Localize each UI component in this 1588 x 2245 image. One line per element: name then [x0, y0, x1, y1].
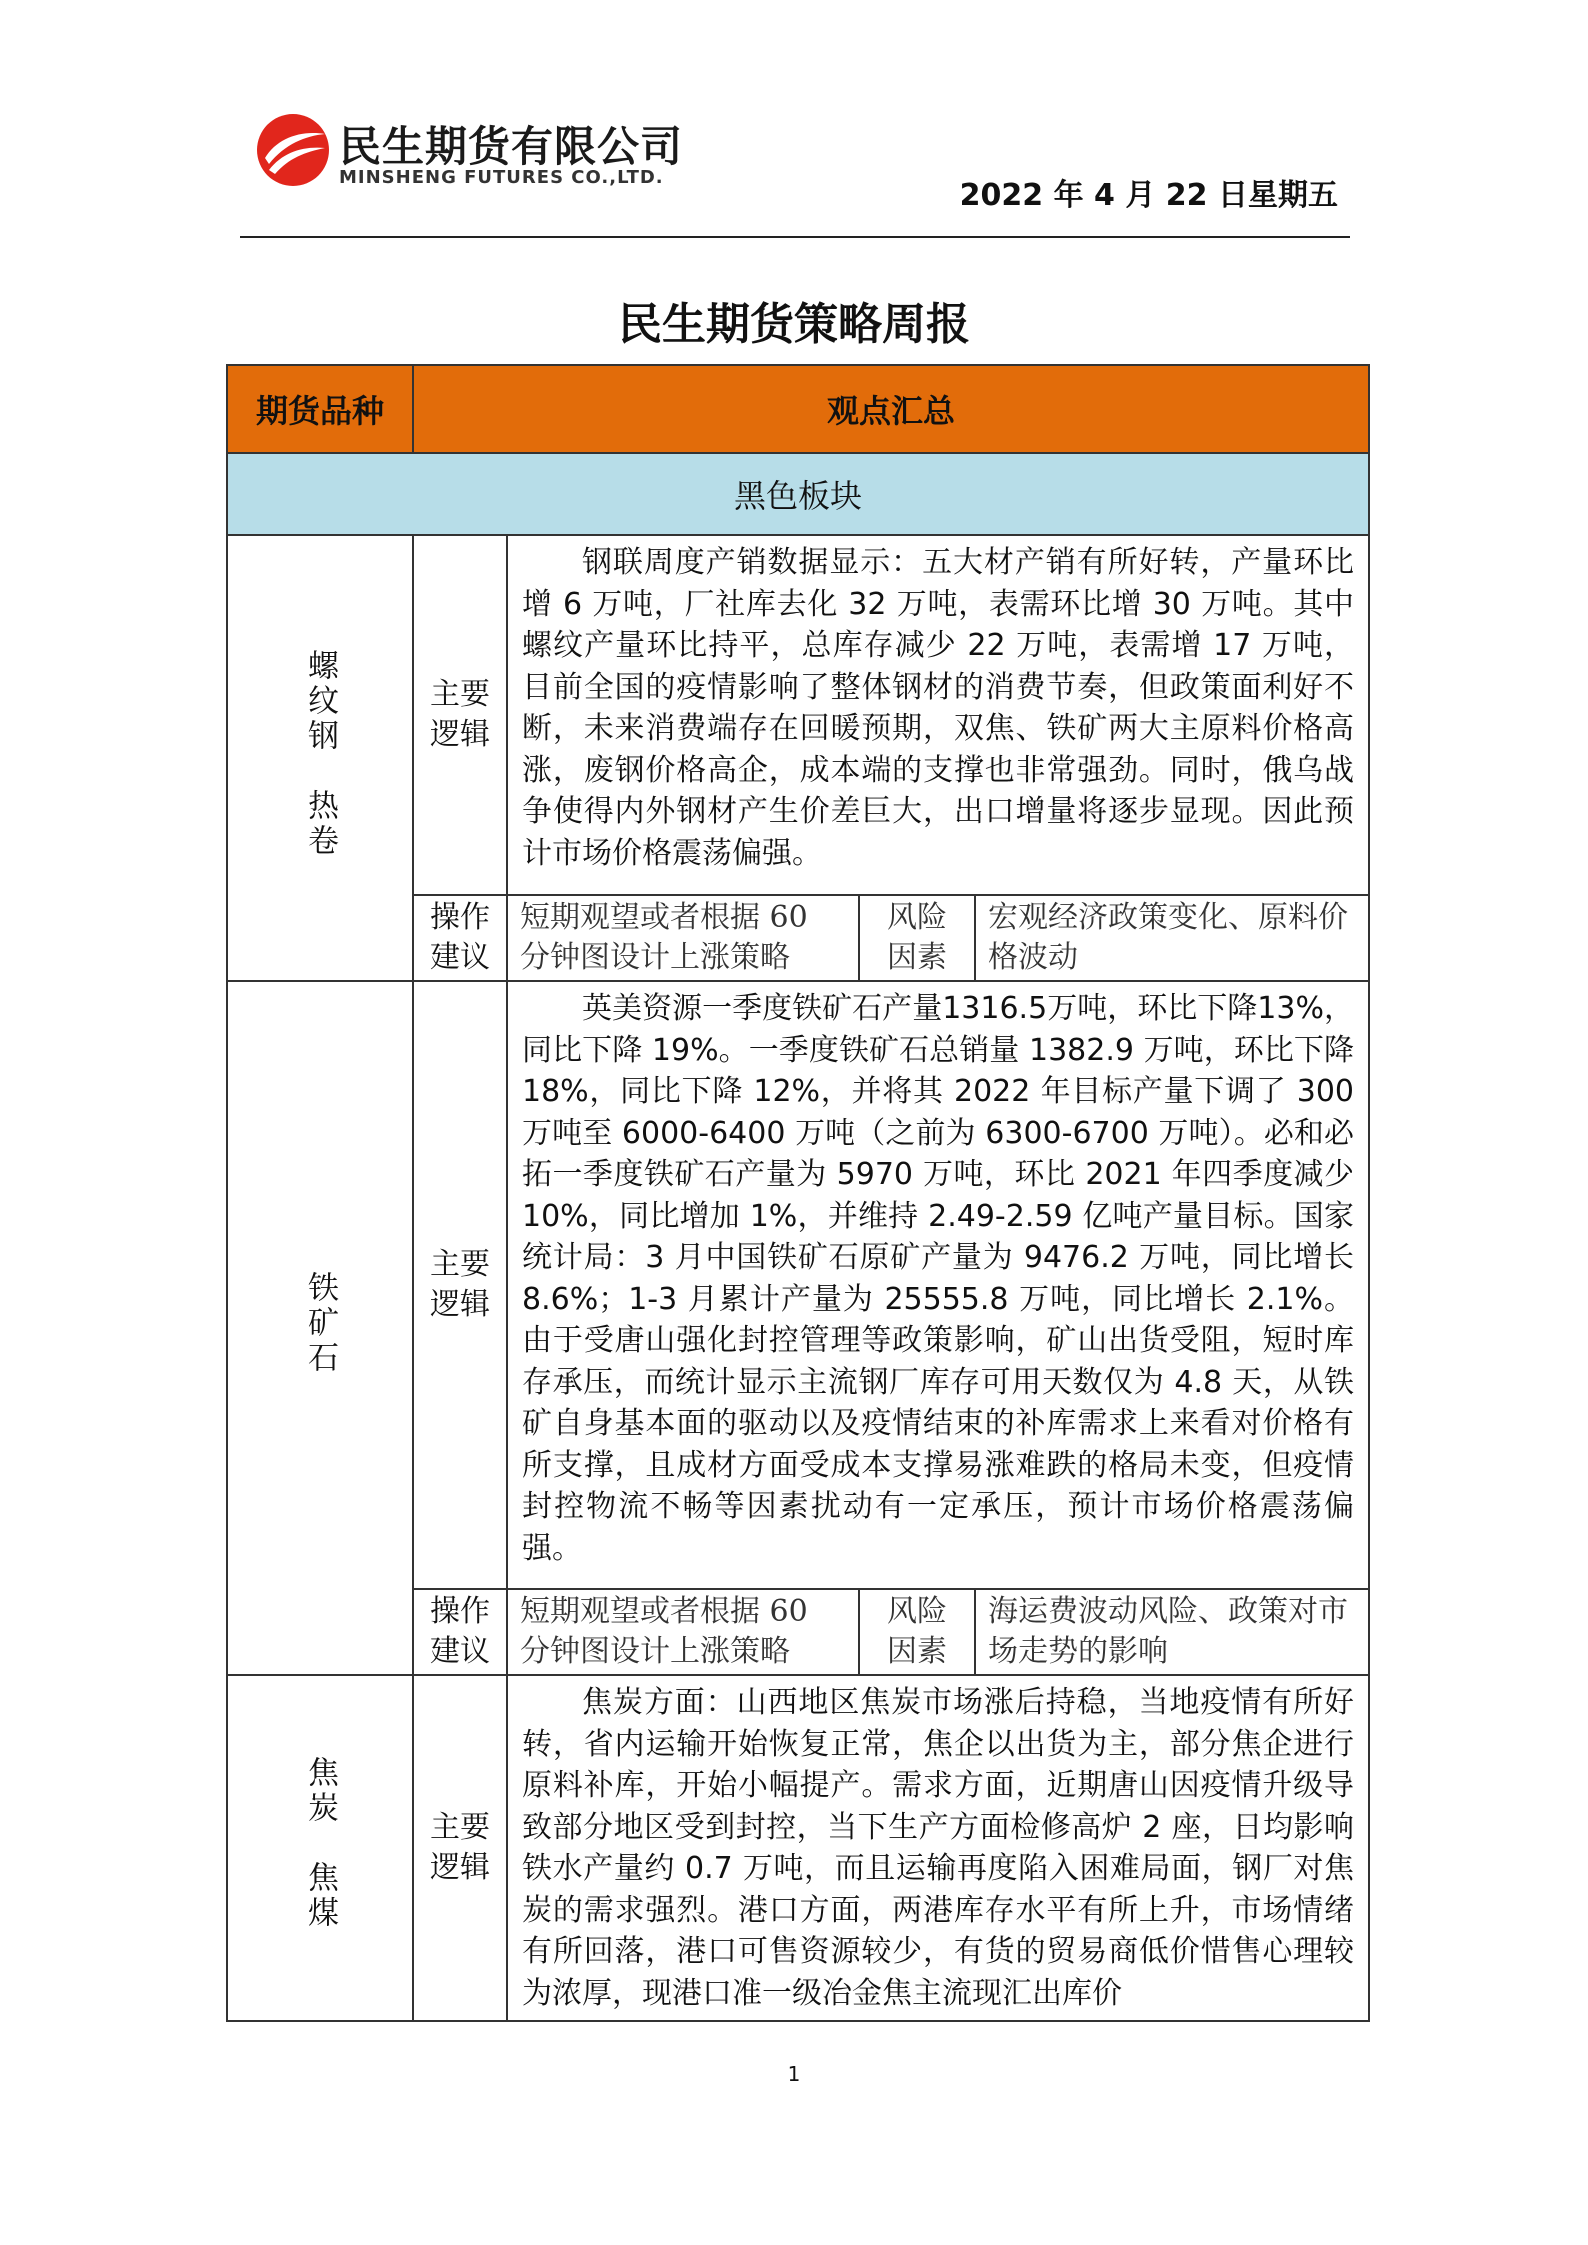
header-variety: 期货品种 — [227, 365, 413, 453]
op-text: 短期观望或者根据 60 分钟图设计上涨策略 — [507, 1589, 859, 1675]
minsheng-logo-icon — [255, 112, 331, 188]
logic-label: 主要逻辑 — [413, 981, 507, 1589]
report-title: 民生期货策略周报 — [618, 299, 970, 350]
report-date: 2022 年 4 月 22 日星期五 — [959, 178, 1338, 213]
risk-text: 宏观经济政策变化、原料价格波动 — [975, 895, 1369, 981]
op-text: 短期观望或者根据 60 分钟图设计上涨策略 — [507, 895, 859, 981]
risk-label: 风险因素 — [859, 1589, 975, 1675]
variety-cell — [227, 535, 413, 981]
strategy-table — [226, 364, 1370, 2022]
table-row — [227, 981, 1369, 1589]
section-title: 黑色板块 — [227, 453, 1369, 535]
company-name-en: MINSHENG FUTURES CO.,LTD. — [339, 167, 664, 188]
company-logo — [255, 112, 735, 202]
table-header-row — [227, 365, 1369, 453]
logic-text: 焦炭方面：山西地区焦炭市场涨后持稳，当地疫情有所好转，省内运输开始恢复正常，焦企以出货为主，部分焦企进行原料补库，开始小幅提产。需求方面，近期唐山因疫情升级导致部分地区受到封控，当下生产方面检修高炉 2 座，日均影响铁水产量约 0.7 万吨，而且运输再度陷入困难局面，钢厂对焦炭的需求强烈。港口方面，两港库存水平有所上升，市场情绪有所回落，港口可售资源较少，有货的贸易商低价惜售心理较为浓厚，现港口准一级冶金焦主流现汇出库价 — [507, 1675, 1369, 2021]
page-number: 1 — [787, 2062, 801, 2086]
risk-text: 海运费波动风险、政策对市场走势的影响 — [975, 1589, 1369, 1675]
header-summary: 观点汇总 — [413, 365, 1369, 453]
company-name-cn: 民生期货有限公司 — [339, 122, 684, 171]
variety-cell — [227, 981, 413, 1675]
section-row — [227, 453, 1369, 535]
variety-name: 铁矿石 — [302, 1271, 338, 1376]
op-label: 操作建议 — [413, 895, 507, 981]
logic-text: 钢联周度产销数据显示：五大材产销有所好转，产量环比增 6 万吨，厂社库去化 32 万吨，表需环比增 30 万吨。其中螺纹产量环比持平，总库存减少 22 万吨，表需增 17 万吨，目前全国的疫情影响了整体钢材的消费节奏，但政策面利好不断，未来消费端存在回暖预期，双焦、铁矿两大主原料价格高涨，废钢价格高企，成本端的支撑也非常强劲。同时，俄乌战争使得内外钢材产生价差巨大，出口增量将逐步显现。因此预计市场价格震荡偏强。 — [507, 535, 1369, 895]
logic-label: 主要逻辑 — [413, 535, 507, 895]
table-row — [227, 1675, 1369, 2021]
logic-text: 英美资源一季度铁矿石产量1316.5万吨，环比下降13%，同比下降 19%。一季度铁矿石总销量 1382.9 万吨，环比下降 18%，同比下降 12%，并将其 2022 年目标产量下调了 300 万吨至 6000-6400 万吨（之前为 6300-6700 万吨）。必和必拓一季度铁矿石产量为 5970 万吨，环比 2021 年四季度减少 10%，同比增加 1%，并维持 2.49-2.59 亿吨产量目标。国家统计局：3 月中国铁矿石原矿产量为 9476.2 万吨，同比增长 8.6%；1-3 月累计产量为 25555.8 万吨，同比增长 2.1%。由于受唐山强化封控管理等政策影响，矿山出货受阻，短时库存承压，而统计显示主流钢厂库存可用天数仅为 4.8 天，从铁矿自身基本面的驱动以及疫情结束的补库需求上来看对价格有所支撑，且成材方面受成本支撑易涨难跌的格局未变，但疫情封控物流不畅等因素扰动有一定承压，预计市场价格震荡偏强。 — [507, 981, 1369, 1589]
variety-name: 焦炭 焦煤 — [302, 1756, 338, 1931]
header-divider — [240, 236, 1350, 238]
variety-name: 螺纹钢 热卷 — [302, 648, 338, 859]
variety-cell — [227, 1675, 413, 2021]
logic-label: 主要逻辑 — [413, 1675, 507, 2021]
table-row — [227, 535, 1369, 895]
risk-label: 风险因素 — [859, 895, 975, 981]
op-label: 操作建议 — [413, 1589, 507, 1675]
